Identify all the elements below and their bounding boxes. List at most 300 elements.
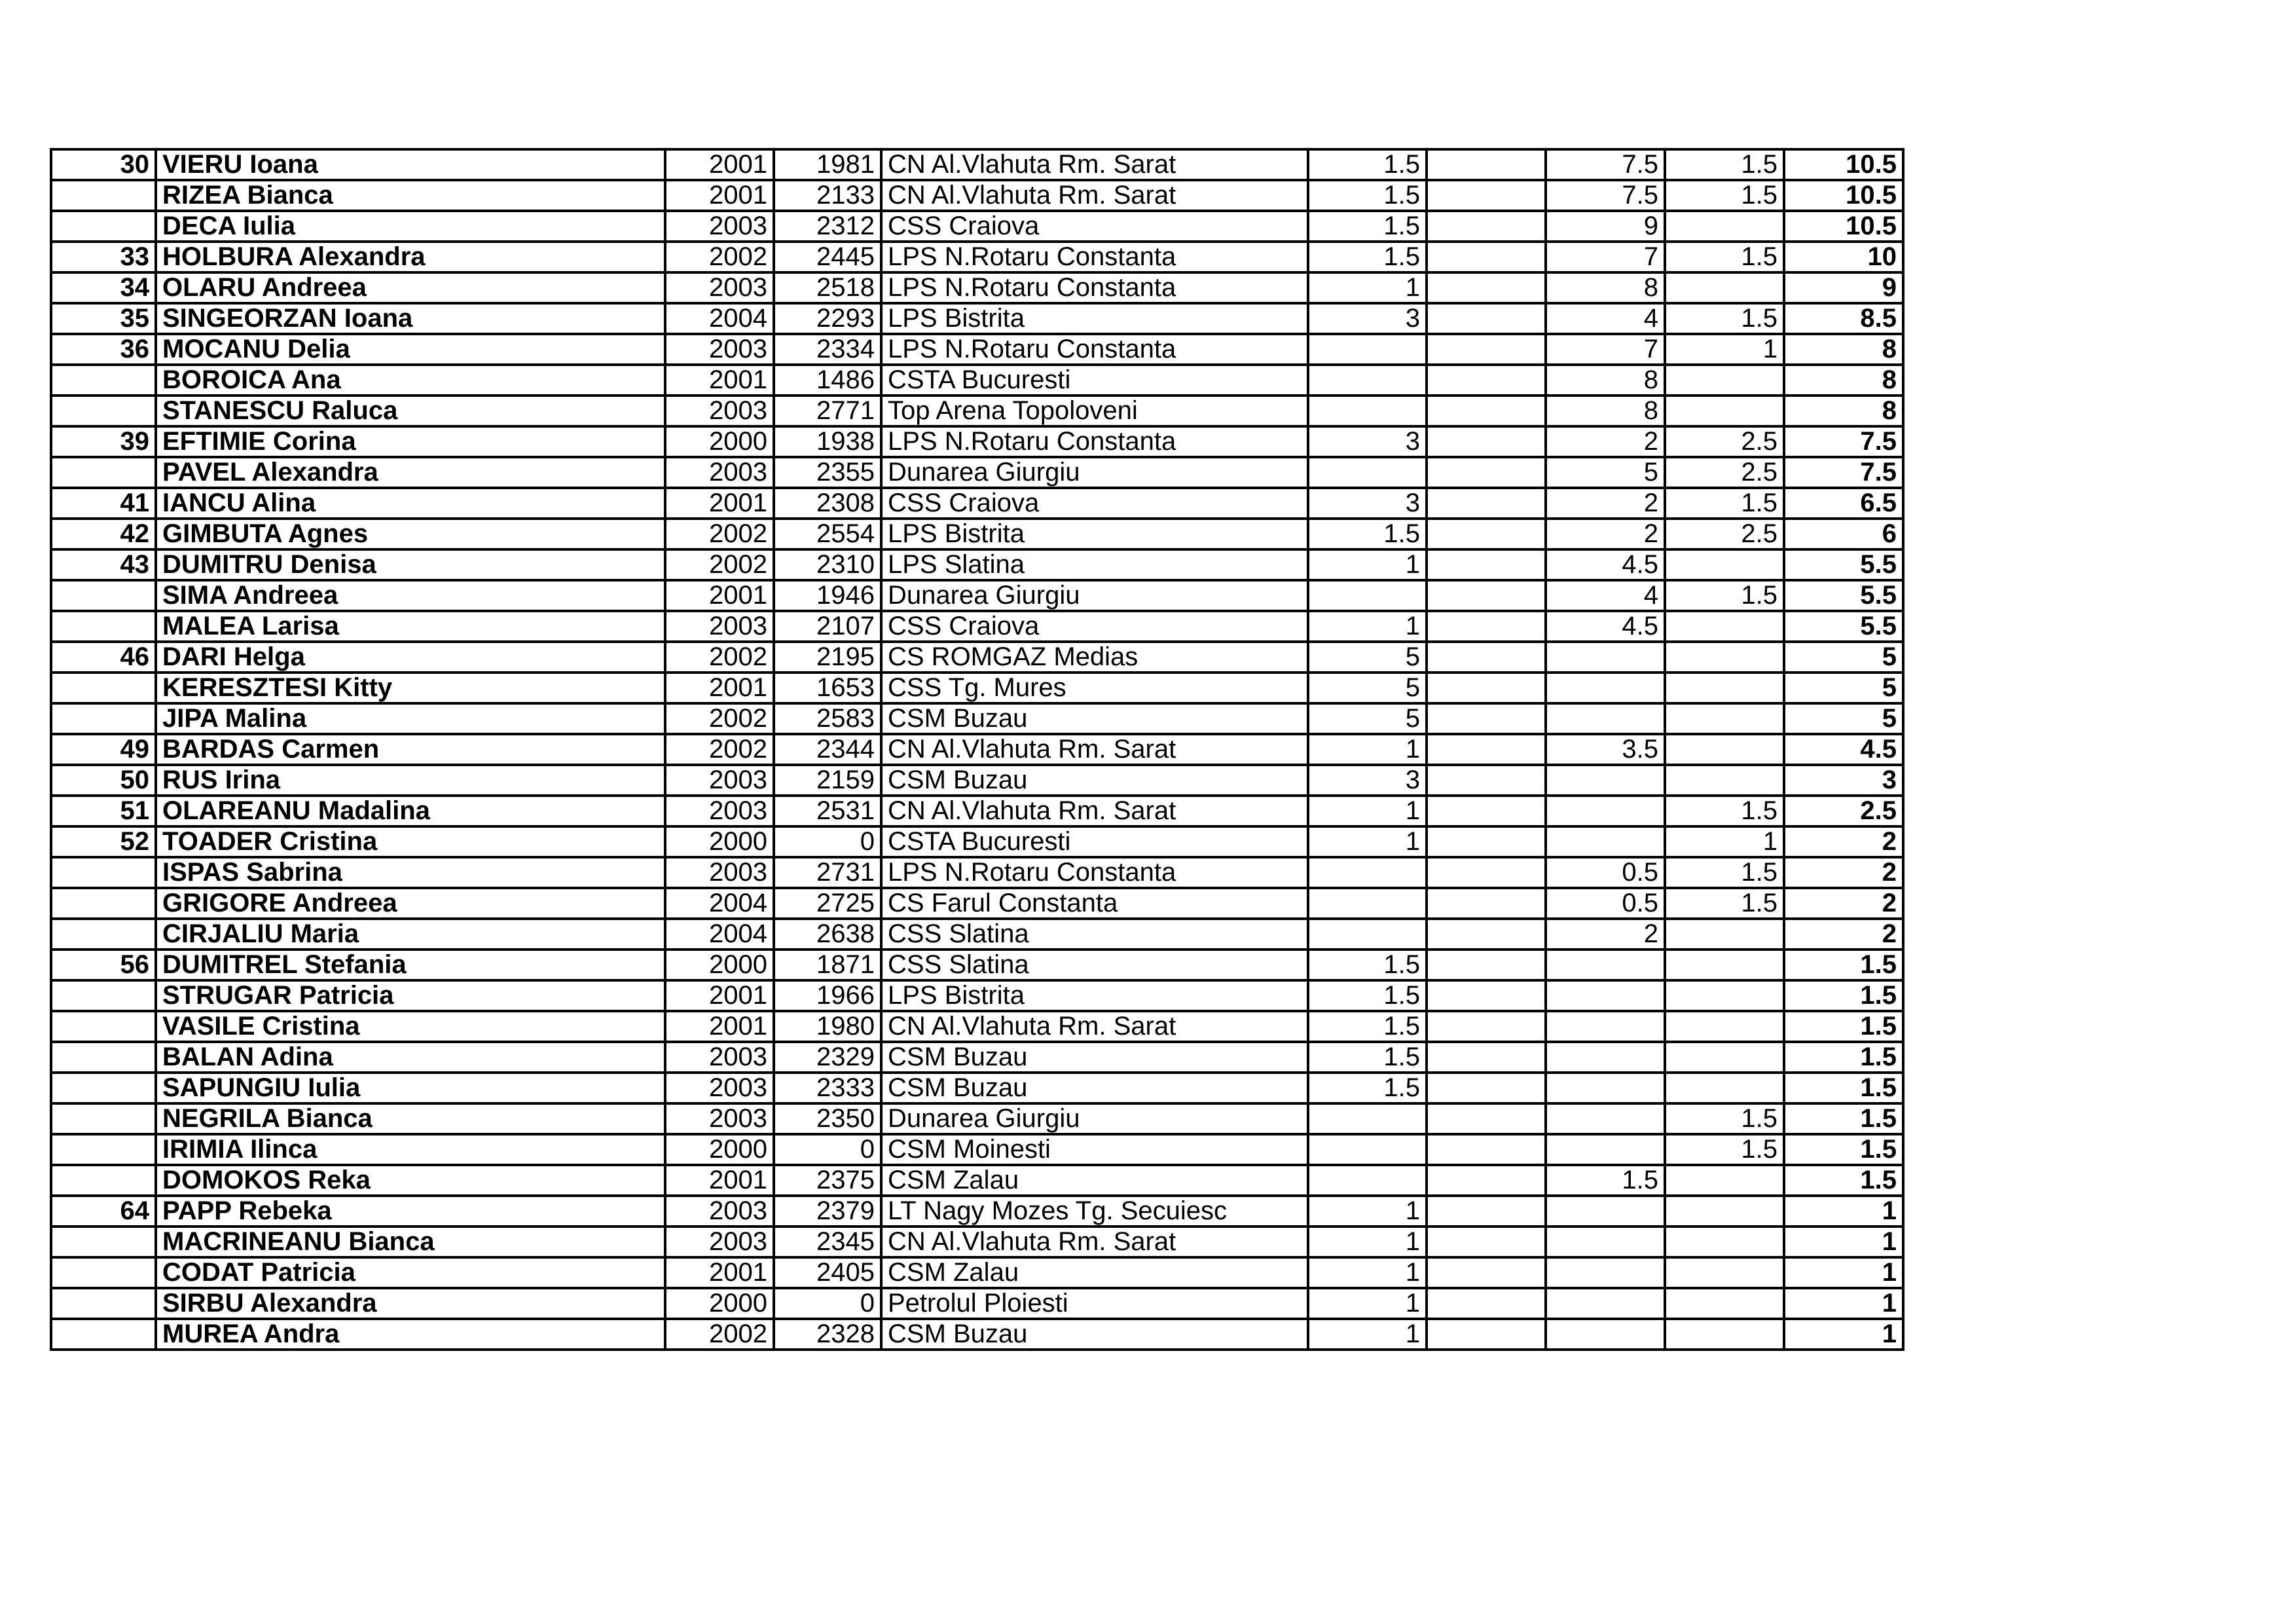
- athlete-name-cell: MUREA Andra: [156, 1319, 665, 1350]
- athlete-name-cell: VASILE Cristina: [156, 1011, 665, 1042]
- total-points-cell: 1.5: [1784, 950, 1903, 980]
- points-cell-1: 1: [1308, 734, 1427, 765]
- points-cell-4: 1.5: [1665, 242, 1784, 272]
- club-cell: LPS Bistrita: [881, 980, 1308, 1011]
- birth-year-cell: 2001: [665, 673, 774, 703]
- athlete-name-cell: SINGEORZAN Ioana: [156, 303, 665, 334]
- points-cell-1: [1308, 396, 1427, 426]
- athlete-id-cell: 2107: [774, 611, 881, 642]
- points-cell-1: [1308, 365, 1427, 396]
- points-cell-3: 0.5: [1546, 888, 1665, 919]
- table-row: [51, 734, 1903, 765]
- points-cell-3: 3.5: [1546, 734, 1665, 765]
- points-cell-4: [1665, 1042, 1784, 1073]
- athlete-name-cell: OLARU Andreea: [156, 272, 665, 303]
- athlete-name-cell: PAPP Rebeka: [156, 1196, 665, 1227]
- athlete-id-cell: 2725: [774, 888, 881, 919]
- rank-cell: 52: [51, 826, 156, 857]
- points-cell-4: [1665, 549, 1784, 580]
- club-cell: LPS N.Rotaru Constanta: [881, 272, 1308, 303]
- total-points-cell: 5: [1784, 673, 1903, 703]
- birth-year-cell: 2002: [665, 703, 774, 734]
- points-cell-2: [1427, 396, 1546, 426]
- birth-year-cell: 2001: [665, 180, 774, 211]
- athlete-name-cell: IRIMIA Ilinca: [156, 1134, 665, 1165]
- points-cell-1: 5: [1308, 673, 1427, 703]
- points-cell-4: [1665, 272, 1784, 303]
- points-cell-3: 8: [1546, 396, 1665, 426]
- points-cell-1: [1308, 1165, 1427, 1196]
- athlete-name-cell: IANCU Alina: [156, 488, 665, 519]
- athlete-id-cell: 2731: [774, 857, 881, 888]
- points-cell-4: 1.5: [1665, 303, 1784, 334]
- athlete-name-cell: DOMOKOS Reka: [156, 1165, 665, 1196]
- points-cell-2: [1427, 1227, 1546, 1257]
- athlete-id-cell: 2445: [774, 242, 881, 272]
- table-row: [51, 796, 1903, 826]
- club-cell: LPS N.Rotaru Constanta: [881, 857, 1308, 888]
- table-row: [51, 1196, 1903, 1227]
- total-points-cell: 3: [1784, 765, 1903, 796]
- athlete-id-cell: 2405: [774, 1257, 881, 1288]
- table-row: [51, 1257, 1903, 1288]
- athlete-id-cell: 2312: [774, 211, 881, 242]
- points-cell-4: [1665, 1165, 1784, 1196]
- rank-cell: 35: [51, 303, 156, 334]
- birth-year-cell: 2002: [665, 734, 774, 765]
- rank-cell: 46: [51, 642, 156, 673]
- points-cell-4: [1665, 211, 1784, 242]
- birth-year-cell: 2001: [665, 980, 774, 1011]
- rank-cell: 51: [51, 796, 156, 826]
- points-cell-1: 1.5: [1308, 180, 1427, 211]
- birth-year-cell: 2003: [665, 1042, 774, 1073]
- total-points-cell: 5: [1784, 642, 1903, 673]
- points-cell-3: [1546, 703, 1665, 734]
- athlete-name-cell: HOLBURA Alexandra: [156, 242, 665, 272]
- total-points-cell: 9: [1784, 272, 1903, 303]
- points-cell-2: [1427, 365, 1546, 396]
- table-row: [51, 826, 1903, 857]
- athlete-name-cell: VIERU Ioana: [156, 149, 665, 180]
- points-cell-3: 7: [1546, 242, 1665, 272]
- points-cell-4: [1665, 919, 1784, 950]
- athlete-id-cell: 2638: [774, 919, 881, 950]
- points-cell-1: 3: [1308, 426, 1427, 457]
- birth-year-cell: 2003: [665, 1196, 774, 1227]
- points-cell-4: 1.5: [1665, 149, 1784, 180]
- athlete-name-cell: BALAN Adina: [156, 1042, 665, 1073]
- points-cell-1: 1.5: [1308, 1011, 1427, 1042]
- total-points-cell: 5.5: [1784, 611, 1903, 642]
- points-cell-2: [1427, 734, 1546, 765]
- points-cell-3: 2: [1546, 426, 1665, 457]
- points-cell-3: 4: [1546, 303, 1665, 334]
- athlete-name-cell: NEGRILA Bianca: [156, 1103, 665, 1134]
- rankings-table: [50, 148, 1904, 1351]
- athlete-id-cell: 2308: [774, 488, 881, 519]
- birth-year-cell: 2000: [665, 826, 774, 857]
- athlete-id-cell: 2375: [774, 1165, 881, 1196]
- athlete-name-cell: STANESCU Raluca: [156, 396, 665, 426]
- birth-year-cell: 2002: [665, 519, 774, 549]
- points-cell-2: [1427, 950, 1546, 980]
- points-cell-2: [1427, 1073, 1546, 1103]
- rank-cell: [51, 1227, 156, 1257]
- athlete-name-cell: RUS Irina: [156, 765, 665, 796]
- athlete-id-cell: 2333: [774, 1073, 881, 1103]
- club-cell: LPS Bistrita: [881, 303, 1308, 334]
- rank-cell: [51, 1134, 156, 1165]
- club-cell: LT Nagy Mozes Tg. Secuiesc: [881, 1196, 1308, 1227]
- rank-cell: [51, 457, 156, 488]
- birth-year-cell: 2003: [665, 1103, 774, 1134]
- club-cell: LPS Slatina: [881, 549, 1308, 580]
- table-row: [51, 1011, 1903, 1042]
- club-cell: CSTA Bucuresti: [881, 826, 1308, 857]
- birth-year-cell: 2001: [665, 365, 774, 396]
- club-cell: Top Arena Topoloveni: [881, 396, 1308, 426]
- points-cell-3: [1546, 1103, 1665, 1134]
- points-cell-4: 2.5: [1665, 519, 1784, 549]
- club-cell: CS ROMGAZ Medias: [881, 642, 1308, 673]
- rank-cell: 49: [51, 734, 156, 765]
- points-cell-3: 4.5: [1546, 611, 1665, 642]
- club-cell: CSM Buzau: [881, 1042, 1308, 1073]
- table-row: [51, 1073, 1903, 1103]
- rank-cell: [51, 888, 156, 919]
- club-cell: CS Farul Constanta: [881, 888, 1308, 919]
- rank-cell: 34: [51, 272, 156, 303]
- birth-year-cell: 2003: [665, 457, 774, 488]
- table-row: [51, 888, 1903, 919]
- points-cell-4: 1.5: [1665, 796, 1784, 826]
- points-cell-1: [1308, 580, 1427, 611]
- points-cell-3: 0.5: [1546, 857, 1665, 888]
- points-cell-1: 1: [1308, 549, 1427, 580]
- points-cell-3: 2: [1546, 919, 1665, 950]
- total-points-cell: 8: [1784, 396, 1903, 426]
- athlete-id-cell: 0: [774, 1134, 881, 1165]
- birth-year-cell: 2003: [665, 796, 774, 826]
- points-cell-3: 4: [1546, 580, 1665, 611]
- points-cell-1: 1.5: [1308, 149, 1427, 180]
- points-cell-1: 1: [1308, 1196, 1427, 1227]
- points-cell-4: 1.5: [1665, 1134, 1784, 1165]
- points-cell-2: [1427, 1165, 1546, 1196]
- athlete-name-cell: DUMITREL Stefania: [156, 950, 665, 980]
- points-cell-2: [1427, 703, 1546, 734]
- points-cell-4: 1.5: [1665, 888, 1784, 919]
- athlete-name-cell: CIRJALIU Maria: [156, 919, 665, 950]
- points-cell-4: 1.5: [1665, 1103, 1784, 1134]
- athlete-name-cell: PAVEL Alexandra: [156, 457, 665, 488]
- points-cell-3: [1546, 1196, 1665, 1227]
- points-cell-2: [1427, 426, 1546, 457]
- table-row: [51, 242, 1903, 272]
- points-cell-1: [1308, 888, 1427, 919]
- points-cell-3: 1.5: [1546, 1165, 1665, 1196]
- points-cell-1: 5: [1308, 703, 1427, 734]
- athlete-name-cell: BARDAS Carmen: [156, 734, 665, 765]
- points-cell-2: [1427, 180, 1546, 211]
- athlete-id-cell: 1980: [774, 1011, 881, 1042]
- athlete-id-cell: 2133: [774, 180, 881, 211]
- athlete-id-cell: 2554: [774, 519, 881, 549]
- club-cell: Dunarea Giurgiu: [881, 580, 1308, 611]
- points-cell-3: 5: [1546, 457, 1665, 488]
- birth-year-cell: 2004: [665, 919, 774, 950]
- athlete-id-cell: 2345: [774, 1227, 881, 1257]
- points-cell-1: [1308, 1103, 1427, 1134]
- points-cell-2: [1427, 611, 1546, 642]
- rankings-body: [51, 149, 1903, 1350]
- total-points-cell: 2: [1784, 857, 1903, 888]
- total-points-cell: 1.5: [1784, 1073, 1903, 1103]
- points-cell-4: 2.5: [1665, 426, 1784, 457]
- points-cell-1: 1: [1308, 272, 1427, 303]
- athlete-name-cell: STRUGAR Patricia: [156, 980, 665, 1011]
- points-cell-2: [1427, 1196, 1546, 1227]
- points-cell-3: 8: [1546, 365, 1665, 396]
- rank-cell: [51, 580, 156, 611]
- total-points-cell: 6: [1784, 519, 1903, 549]
- birth-year-cell: 2004: [665, 303, 774, 334]
- total-points-cell: 1.5: [1784, 1134, 1903, 1165]
- athlete-id-cell: 1871: [774, 950, 881, 980]
- athlete-name-cell: GRIGORE Andreea: [156, 888, 665, 919]
- table-row: [51, 703, 1903, 734]
- total-points-cell: 2: [1784, 826, 1903, 857]
- club-cell: CSS Craiova: [881, 211, 1308, 242]
- points-cell-3: 7.5: [1546, 180, 1665, 211]
- points-cell-4: 2.5: [1665, 457, 1784, 488]
- birth-year-cell: 2004: [665, 888, 774, 919]
- club-cell: CN Al.Vlahuta Rm. Sarat: [881, 796, 1308, 826]
- points-cell-4: [1665, 703, 1784, 734]
- points-cell-2: [1427, 919, 1546, 950]
- athlete-name-cell: DARI Helga: [156, 642, 665, 673]
- athlete-name-cell: CODAT Patricia: [156, 1257, 665, 1288]
- club-cell: Petrolul Ploiesti: [881, 1288, 1308, 1319]
- birth-year-cell: 2002: [665, 1319, 774, 1350]
- points-cell-4: 1: [1665, 334, 1784, 365]
- total-points-cell: 10: [1784, 242, 1903, 272]
- table-row: [51, 580, 1903, 611]
- points-cell-2: [1427, 211, 1546, 242]
- points-cell-3: [1546, 1134, 1665, 1165]
- athlete-id-cell: 1486: [774, 365, 881, 396]
- points-cell-2: [1427, 580, 1546, 611]
- rank-cell: 41: [51, 488, 156, 519]
- club-cell: CN Al.Vlahuta Rm. Sarat: [881, 149, 1308, 180]
- points-cell-4: [1665, 1319, 1784, 1350]
- points-cell-1: 1.5: [1308, 1073, 1427, 1103]
- points-cell-1: 1.5: [1308, 1042, 1427, 1073]
- athlete-id-cell: 1938: [774, 426, 881, 457]
- total-points-cell: 1.5: [1784, 1103, 1903, 1134]
- points-cell-3: [1546, 642, 1665, 673]
- athlete-id-cell: 0: [774, 826, 881, 857]
- points-cell-3: [1546, 1227, 1665, 1257]
- athlete-name-cell: ISPAS Sabrina: [156, 857, 665, 888]
- points-cell-2: [1427, 457, 1546, 488]
- points-cell-1: 1: [1308, 1257, 1427, 1288]
- table-row: [51, 272, 1903, 303]
- athlete-id-cell: 2350: [774, 1103, 881, 1134]
- total-points-cell: 5.5: [1784, 580, 1903, 611]
- table-row: [51, 426, 1903, 457]
- club-cell: CN Al.Vlahuta Rm. Sarat: [881, 1011, 1308, 1042]
- points-cell-1: 1: [1308, 1227, 1427, 1257]
- points-cell-3: 2: [1546, 488, 1665, 519]
- points-cell-1: 1.5: [1308, 980, 1427, 1011]
- points-cell-4: [1665, 642, 1784, 673]
- athlete-id-cell: 1653: [774, 673, 881, 703]
- athlete-id-cell: 2334: [774, 334, 881, 365]
- table-row: [51, 919, 1903, 950]
- rank-cell: [51, 365, 156, 396]
- table-row: [51, 149, 1903, 180]
- athlete-id-cell: 2310: [774, 549, 881, 580]
- points-cell-3: [1546, 673, 1665, 703]
- total-points-cell: 8: [1784, 365, 1903, 396]
- points-cell-4: [1665, 980, 1784, 1011]
- club-cell: CSM Zalau: [881, 1257, 1308, 1288]
- athlete-id-cell: 0: [774, 1288, 881, 1319]
- points-cell-3: 2: [1546, 519, 1665, 549]
- athlete-id-cell: 2328: [774, 1319, 881, 1350]
- club-cell: LPS N.Rotaru Constanta: [881, 242, 1308, 272]
- athlete-id-cell: 2518: [774, 272, 881, 303]
- club-cell: LPS Bistrita: [881, 519, 1308, 549]
- points-cell-1: 3: [1308, 303, 1427, 334]
- total-points-cell: 2: [1784, 919, 1903, 950]
- rank-cell: 36: [51, 334, 156, 365]
- points-cell-4: [1665, 365, 1784, 396]
- points-cell-4: [1665, 1196, 1784, 1227]
- total-points-cell: 1: [1784, 1257, 1903, 1288]
- points-cell-3: [1546, 826, 1665, 857]
- birth-year-cell: 2003: [665, 334, 774, 365]
- athlete-name-cell: MALEA Larisa: [156, 611, 665, 642]
- club-cell: CSS Slatina: [881, 950, 1308, 980]
- table-row: [51, 519, 1903, 549]
- points-cell-3: 7.5: [1546, 149, 1665, 180]
- points-cell-3: 8: [1546, 272, 1665, 303]
- birth-year-cell: 2002: [665, 242, 774, 272]
- rank-cell: [51, 980, 156, 1011]
- athlete-id-cell: 2329: [774, 1042, 881, 1073]
- birth-year-cell: 2002: [665, 549, 774, 580]
- points-cell-3: [1546, 980, 1665, 1011]
- table-row: [51, 1165, 1903, 1196]
- club-cell: CSS Craiova: [881, 488, 1308, 519]
- athlete-name-cell: GIMBUTA Agnes: [156, 519, 665, 549]
- club-cell: CN Al.Vlahuta Rm. Sarat: [881, 1227, 1308, 1257]
- table-row: [51, 950, 1903, 980]
- points-cell-2: [1427, 1011, 1546, 1042]
- total-points-cell: 5.5: [1784, 549, 1903, 580]
- points-cell-4: [1665, 734, 1784, 765]
- athlete-name-cell: EFTIMIE Corina: [156, 426, 665, 457]
- points-cell-1: 1: [1308, 611, 1427, 642]
- points-cell-2: [1427, 857, 1546, 888]
- table-row: [51, 642, 1903, 673]
- total-points-cell: 8.5: [1784, 303, 1903, 334]
- points-cell-2: [1427, 272, 1546, 303]
- points-cell-1: [1308, 857, 1427, 888]
- table-row: [51, 1134, 1903, 1165]
- points-cell-3: [1546, 1257, 1665, 1288]
- points-cell-4: 1.5: [1665, 580, 1784, 611]
- athlete-name-cell: TOADER Cristina: [156, 826, 665, 857]
- total-points-cell: 7.5: [1784, 426, 1903, 457]
- athlete-name-cell: BOROICA Ana: [156, 365, 665, 396]
- points-cell-1: 1: [1308, 796, 1427, 826]
- table-row: [51, 303, 1903, 334]
- points-cell-2: [1427, 980, 1546, 1011]
- club-cell: CSM Buzau: [881, 1319, 1308, 1350]
- birth-year-cell: 2003: [665, 211, 774, 242]
- rank-cell: [51, 1319, 156, 1350]
- total-points-cell: 1.5: [1784, 980, 1903, 1011]
- total-points-cell: 1.5: [1784, 1011, 1903, 1042]
- athlete-name-cell: MOCANU Delia: [156, 334, 665, 365]
- table-row: [51, 857, 1903, 888]
- athlete-name-cell: DECA Iulia: [156, 211, 665, 242]
- points-cell-4: [1665, 1073, 1784, 1103]
- rank-cell: [51, 1073, 156, 1103]
- rank-cell: [51, 211, 156, 242]
- birth-year-cell: 2001: [665, 1165, 774, 1196]
- total-points-cell: 6.5: [1784, 488, 1903, 519]
- birth-year-cell: 2003: [665, 857, 774, 888]
- points-cell-4: [1665, 396, 1784, 426]
- birth-year-cell: 2001: [665, 488, 774, 519]
- points-cell-4: 1: [1665, 826, 1784, 857]
- total-points-cell: 1: [1784, 1227, 1903, 1257]
- points-cell-2: [1427, 1103, 1546, 1134]
- points-cell-3: [1546, 950, 1665, 980]
- table-row: [51, 334, 1903, 365]
- total-points-cell: 10.5: [1784, 180, 1903, 211]
- points-cell-2: [1427, 1319, 1546, 1350]
- table-row: [51, 611, 1903, 642]
- rank-cell: [51, 919, 156, 950]
- birth-year-cell: 2000: [665, 426, 774, 457]
- points-cell-1: 1.5: [1308, 519, 1427, 549]
- points-cell-3: [1546, 1011, 1665, 1042]
- athlete-name-cell: OLAREANU Madalina: [156, 796, 665, 826]
- athlete-id-cell: 1981: [774, 149, 881, 180]
- rank-cell: [51, 396, 156, 426]
- points-cell-2: [1427, 796, 1546, 826]
- rank-cell: [51, 1011, 156, 1042]
- rank-cell: 50: [51, 765, 156, 796]
- total-points-cell: 1: [1784, 1319, 1903, 1350]
- club-cell: CSM Buzau: [881, 703, 1308, 734]
- points-cell-1: 1: [1308, 1319, 1427, 1350]
- club-cell: LPS N.Rotaru Constanta: [881, 334, 1308, 365]
- table-row: [51, 488, 1903, 519]
- athlete-id-cell: 1966: [774, 980, 881, 1011]
- rank-cell: [51, 703, 156, 734]
- points-cell-4: 1.5: [1665, 180, 1784, 211]
- table-row: [51, 365, 1903, 396]
- points-cell-2: [1427, 826, 1546, 857]
- total-points-cell: 5: [1784, 703, 1903, 734]
